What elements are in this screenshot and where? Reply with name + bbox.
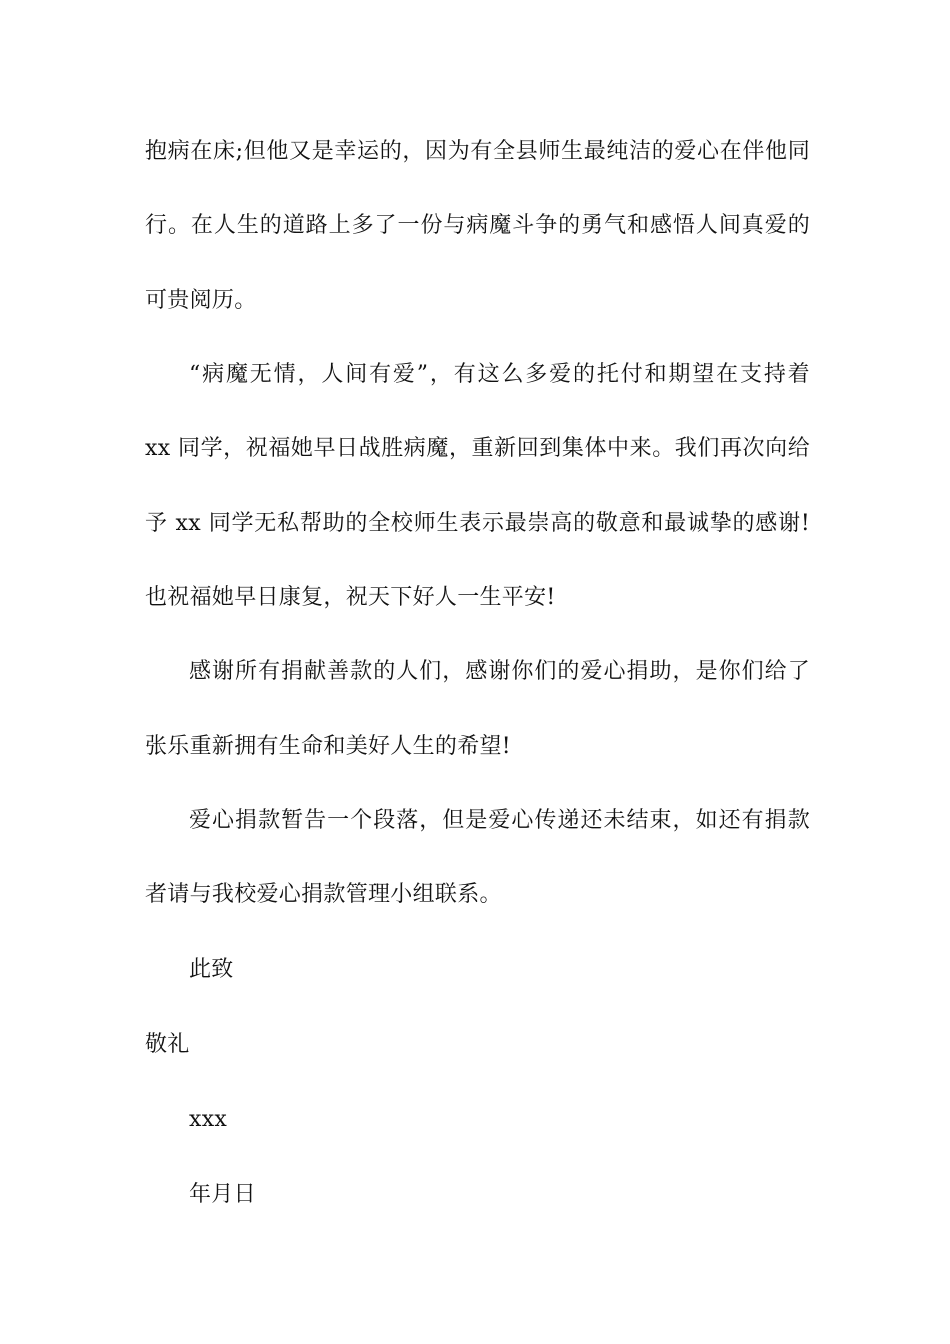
signature-date: 年月日 xyxy=(189,1182,256,1207)
paragraph-line: 予 xx 同学无私帮助的全校师生表示最崇高的敬意和最诚挚的感谢! xyxy=(145,511,810,536)
paragraph-line: 抱病在床;但他又是幸运的，因为有全县师生最纯洁的爱心在伴他同 xyxy=(145,139,810,164)
paragraph-line: 张乐重新拥有生命和美好人生的希望! xyxy=(145,734,511,759)
paragraph-line: 感谢所有捐献善款的人们，感谢你们的爱心捐助，是你们给了 xyxy=(189,659,810,684)
paragraph-line: 也祝福她早日康复，祝天下好人一生平安! xyxy=(145,585,556,610)
signature-name: xxx xyxy=(189,1107,228,1132)
paragraph-line: 爱心捐款暂告一个段落，但是爱心传递还未结束，如还有捐款 xyxy=(189,808,810,833)
paragraph-line: 者请与我校爱心捐款管理小组联系。 xyxy=(145,882,502,907)
closing-regards: 敬礼 xyxy=(145,1032,190,1057)
paragraph-line: “病魔无情，人间有爱”，有这么多爱的托付和期望在支持着 xyxy=(189,362,810,387)
paragraph-line: 行。在人生的道路上多了一份与病魔斗争的勇气和感悟人间真爱的 xyxy=(145,213,810,238)
paragraph-line: 可贵阅历。 xyxy=(145,288,257,313)
paragraph-line: xx 同学，祝福她早日战胜病魔，重新回到集体中来。我们再次向给 xyxy=(145,436,810,461)
closing-salutation: 此致 xyxy=(189,957,234,982)
